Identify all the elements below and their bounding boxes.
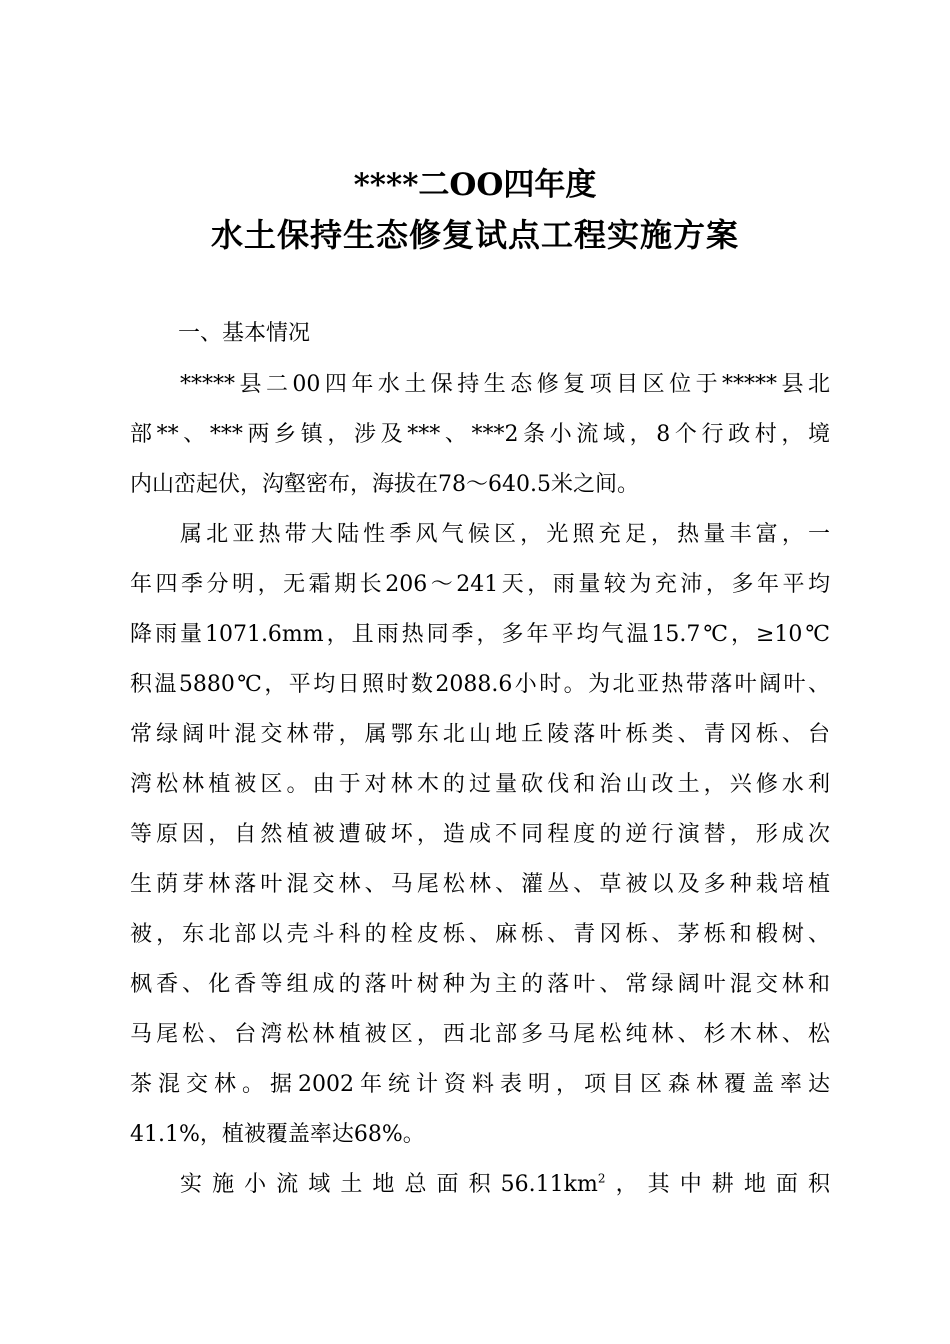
paragraph2-line: 枫香、化香等组成的落叶树种为主的落叶、常绿阔叶混交林和	[130, 972, 830, 997]
paragraph2-line: 生荫芽林落叶混交林、马尾松林、灌丛、草被以及多种栽培植	[130, 872, 830, 897]
document-title-line1: ****二OO四年度	[353, 167, 597, 203]
paragraph2-line: 积温5880℃，平均日照时数2088.6小时。为北亚热带落叶阔叶、	[130, 672, 830, 697]
paragraph1-line: *****县二00四年水土保持生态修复项目区位于*****县北	[180, 372, 830, 397]
paragraph2-line: 年四季分明，无霜期长206～241天，雨量较为充沛，多年平均	[130, 572, 830, 597]
paragraph3-text-before: 实施小流域土地总面积56.11km	[180, 1172, 598, 1197]
paragraph2-line: 茶混交林。据2002年统计资料表明，项目区森林覆盖率达	[130, 1072, 830, 1097]
paragraph2-line: 41.1%，植被覆盖率达68%。	[130, 1122, 425, 1147]
paragraph2-line: 属北亚热带大陆性季风气候区，光照充足，热量丰富，一	[180, 522, 830, 547]
paragraph1-line: 内山峦起伏，沟壑密布，海拔在78～640.5米之间。	[130, 472, 639, 497]
paragraph3-line	[180, 1170, 830, 1200]
document-title-line2: 水土保持生态修复试点工程实施方案	[210, 216, 739, 254]
paragraph2-line: 常绿阔叶混交林带，属鄂东北山地丘陵落叶栎类、青冈栎、台	[130, 722, 830, 747]
paragraph2-line: 马尾松、台湾松林植被区，西北部多马尾松纯林、杉木林、松	[130, 1022, 830, 1047]
paragraph1-line: 部**、***两乡镇，涉及***、***2条小流域，8个行政村，境	[130, 422, 830, 447]
paragraph2-line: 降雨量1071.6mm，且雨热同季，多年平均气温15.7℃，≥10℃	[130, 622, 830, 647]
section-heading-basic-info: 一、基本情况	[178, 321, 311, 346]
paragraph2-line: 等原因，自然植被遭破坏，造成不同程度的逆行演替，形成次	[130, 822, 830, 847]
paragraph3-text-after: ，其中耕地面积	[605, 1172, 830, 1197]
paragraph2-line: 湾松林植被区。由于对林木的过量砍伐和治山改土，兴修水利	[130, 772, 830, 797]
superscript-2: 2	[597, 1171, 606, 1186]
paragraph2-line: 被，东北部以壳斗科的栓皮栎、麻栎、青冈栎、茅栎和椴树、	[130, 922, 830, 947]
